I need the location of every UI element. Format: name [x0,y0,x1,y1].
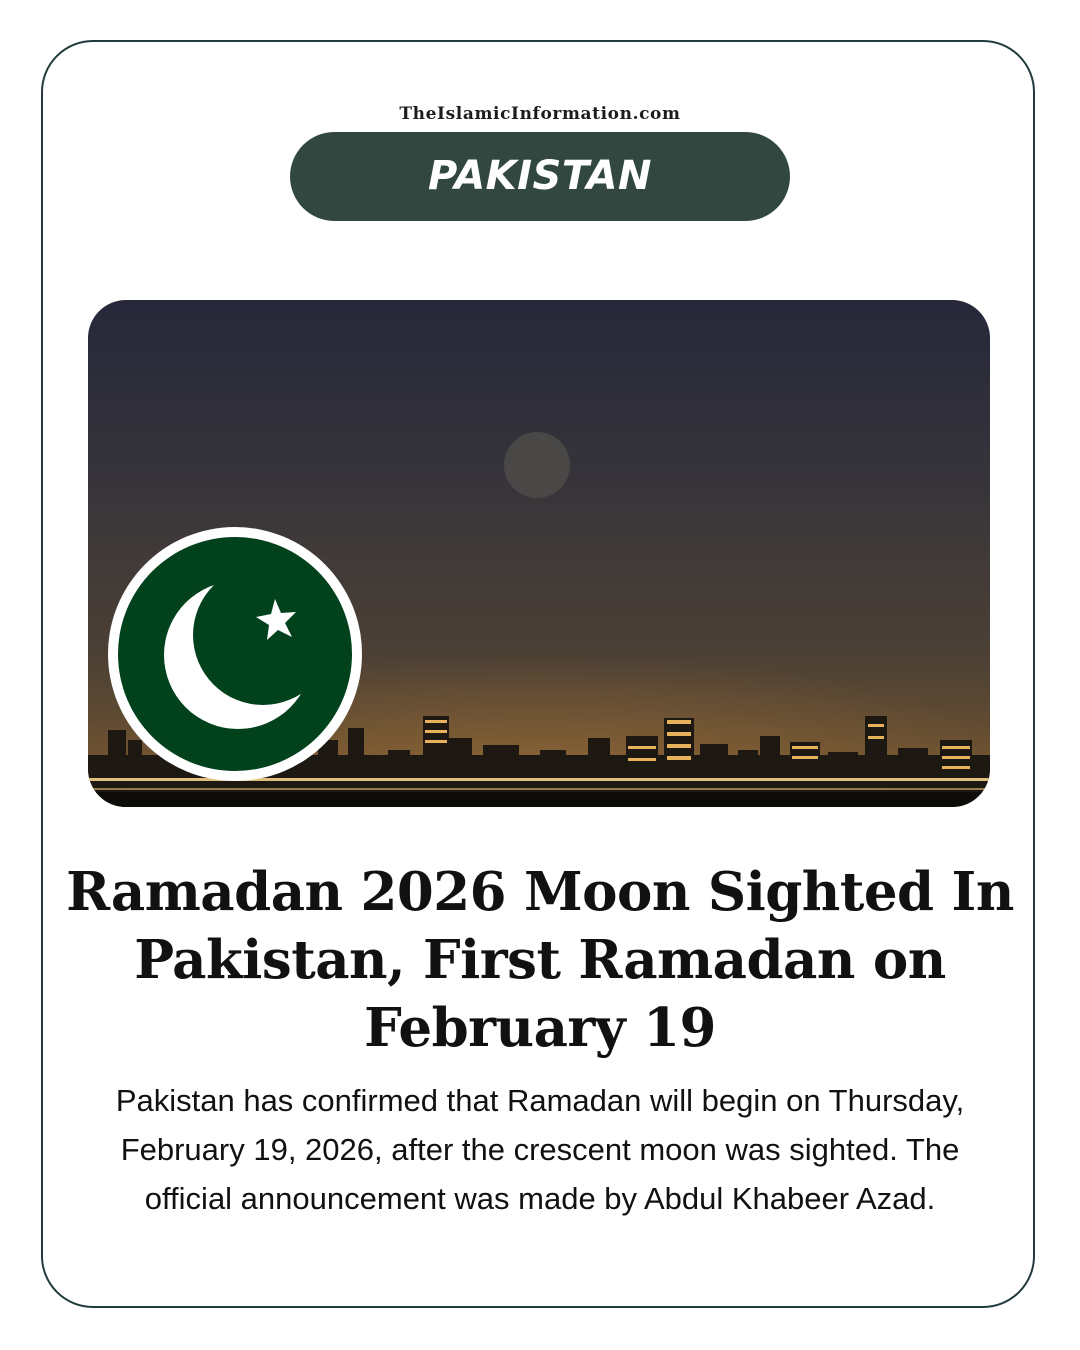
category-badge: PAKISTAN [290,132,790,221]
site-name: TheIslamicInformation.com [399,104,681,124]
pakistan-flag-icon [108,527,362,781]
headline: Ramadan 2026 Moon Sighted In Pakistan, First Ramadan on February 19 [66,861,1014,1059]
summary-text: Pakistan has confirmed that Ramadan will begin on Thursday, February 19, 2026, after the crescent moon was sighted. The official announcement was made by Abdul Khabeer Azad. [115,1083,965,1216]
